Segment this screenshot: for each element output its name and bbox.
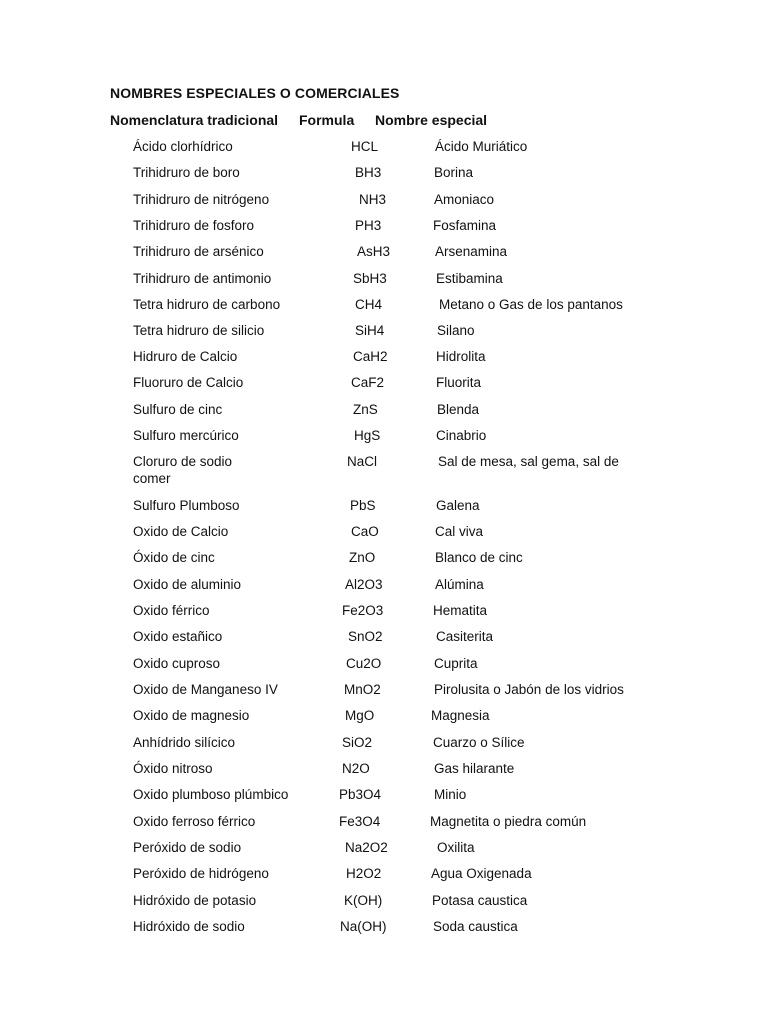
table-row (0, 138, 768, 164)
table-row (0, 523, 768, 549)
formula: PbS (350, 498, 376, 513)
nombre-tradicional: Hidróxido de sodio (133, 919, 245, 934)
table-row (0, 813, 768, 839)
nombre-tradicional: Trihidruro de arsénico (133, 244, 264, 259)
formula: MnO2 (344, 682, 381, 697)
formula: Fe2O3 (342, 603, 384, 618)
nombre-tradicional: Anhídrido silícico (133, 735, 236, 750)
nombre-tradicional: Hidruro de Calcio (133, 349, 238, 364)
nombre-especial: Cinabrio (436, 428, 487, 443)
table-row (0, 270, 768, 296)
nombre-especial: Hidrolita (436, 349, 486, 364)
formula: NH3 (359, 192, 387, 207)
nombre-tradicional: Sulfuro mercúrico (133, 428, 239, 443)
formula: Na2O2 (345, 840, 388, 855)
nombre-tradicional: Óxido nitroso (133, 761, 213, 776)
nombre-tradicional: Oxido plumboso plúmbico (133, 787, 289, 802)
table-row (0, 322, 768, 348)
table-row (0, 191, 768, 217)
nombre-especial: Estibamina (436, 271, 503, 286)
formula: PH3 (355, 218, 382, 233)
nombre-tradicional: Tetra hidruro de silicio (133, 323, 265, 338)
table-row (0, 760, 768, 786)
nombre-tradicional: Tetra hidruro de carbono (133, 297, 281, 312)
formula: ZnS (353, 402, 378, 417)
table-row (0, 348, 768, 374)
nombre-especial: Metano o Gas de los pantanos (439, 297, 623, 312)
nombre-tradicional: Trihidruro de antimonio (133, 271, 272, 286)
table-row (0, 602, 768, 628)
formula: HCL (351, 139, 379, 154)
nombre-especial: Ácido Muriático (435, 139, 528, 154)
nombre-tradicional: Sulfuro Plumboso (133, 498, 240, 513)
nombre-especial: Blanco de cinc (435, 550, 523, 565)
nombre-tradicional: Trihidruro de nitrógeno (133, 192, 270, 207)
header-nombre-especial: Nombre especial (375, 112, 488, 128)
nombre-especial: Sal de mesa, sal gema, sal de (438, 454, 619, 469)
nombre-especial: Soda caustica (433, 919, 518, 934)
nombre-especial: Cuarzo o Sílice (433, 735, 525, 750)
formula: BH3 (355, 165, 382, 180)
nombre-especial: Blenda (437, 402, 480, 417)
formula: Pb3O4 (339, 787, 382, 802)
formula: N2O (342, 761, 370, 776)
nombre-especial: Fosfamina (433, 218, 497, 233)
formula: K(OH) (344, 893, 383, 908)
table-row (0, 453, 768, 486)
formula: Cu2O (346, 656, 382, 671)
nombre-tradicional: Cloruro de sodio comer (133, 454, 233, 486)
nombre-tradicional: Sulfuro de cinc (133, 402, 223, 417)
table-row (0, 296, 768, 322)
nombre-tradicional: Peróxido de hidrógeno (133, 866, 269, 881)
nombre-especial: Borina (434, 165, 474, 180)
nombre-especial: Potasa caustica (432, 893, 528, 908)
nombre-tradicional: Oxido de Manganeso IV (133, 682, 278, 697)
nombre-especial: Casiterita (436, 629, 494, 644)
header-nomenclatura: Nomenclatura tradicional (110, 112, 279, 128)
nombre-especial: Oxilita (437, 840, 475, 855)
table-row (0, 839, 768, 865)
table-row (0, 427, 768, 453)
formula: H2O2 (346, 866, 382, 881)
nombre-tradicional: Oxido de aluminio (133, 577, 242, 592)
nombre-especial: Pirolusita o Jabón de los vidrios (434, 682, 624, 697)
table-row (0, 164, 768, 190)
nombre-tradicional: Fluoruro de Calcio (133, 375, 244, 390)
formula: Na(OH) (340, 919, 387, 934)
nombre-especial: Cuprita (434, 656, 478, 671)
formula: SiO2 (342, 735, 373, 750)
formula: MgO (345, 708, 375, 723)
nombre-tradicional: Trihidruro de fosforo (133, 218, 255, 233)
formula: CaF2 (351, 375, 385, 390)
formula: NaCl (347, 454, 378, 469)
nombre-especial: Minio (434, 787, 467, 802)
formula: CaH2 (353, 349, 388, 364)
table-row (0, 892, 768, 918)
table-row (0, 401, 768, 427)
nombre-especial: Arsenamina (435, 244, 508, 259)
table-row (0, 217, 768, 243)
table-row (0, 655, 768, 681)
table-row (0, 918, 768, 944)
table-row (0, 576, 768, 602)
formula: CaO (351, 524, 379, 539)
nombre-especial: Cal viva (435, 524, 484, 539)
nombre-especial: Amoniaco (434, 192, 495, 207)
nombre-especial: Agua Oxigenada (431, 866, 532, 881)
table-row (0, 707, 768, 733)
nombre-especial: Alúmina (435, 577, 484, 592)
page-title: NOMBRES ESPECIALES O COMERCIALES (110, 85, 400, 101)
table-row (0, 681, 768, 707)
table-row (0, 497, 768, 523)
nombre-especial: Magnetita o piedra común (430, 814, 587, 829)
nombre-tradicional: Peróxido de sodio (133, 840, 242, 855)
table-row (0, 374, 768, 400)
nombre-tradicional: Trihidruro de boro (133, 165, 240, 180)
formula: ZnO (349, 550, 376, 565)
formula: SnO2 (348, 629, 383, 644)
table-row (0, 628, 768, 654)
nombre-especial: Hematita (433, 603, 488, 618)
nombre-tradicional: Hidróxido de potasio (133, 893, 257, 908)
formula: SiH4 (355, 323, 385, 338)
nombre-tradicional: Ácido clorhídrico (133, 139, 233, 154)
table-row (0, 786, 768, 812)
formula: HgS (354, 428, 381, 443)
formula: Al2O3 (345, 577, 383, 592)
formula: CH4 (355, 297, 383, 312)
table-row (0, 865, 768, 891)
formula: AsH3 (357, 244, 391, 259)
nombre-especial: Galena (436, 498, 480, 513)
header-formula: Formula (299, 112, 355, 128)
formula: SbH3 (353, 271, 387, 286)
nombre-tradicional: Óxido de cinc (133, 550, 215, 565)
nombre-especial: Magnesia (431, 708, 490, 723)
nombre-tradicional: Oxido férrico (133, 603, 210, 618)
nombre-especial: Fluorita (436, 375, 482, 390)
nombre-tradicional: Oxido de Calcio (133, 524, 229, 539)
nombre-tradicional: Oxido ferroso férrico (133, 814, 256, 829)
table-row (0, 243, 768, 269)
table-row (0, 734, 768, 760)
nombre-tradicional: Oxido de magnesio (133, 708, 250, 723)
nombre-especial: Silano (437, 323, 475, 338)
table-row (0, 549, 768, 575)
nombre-especial: Gas hilarante (434, 761, 515, 776)
nombre-tradicional: Oxido estañico (133, 629, 223, 644)
formula: Fe3O4 (339, 814, 381, 829)
nombre-tradicional: Oxido cuproso (133, 656, 221, 671)
